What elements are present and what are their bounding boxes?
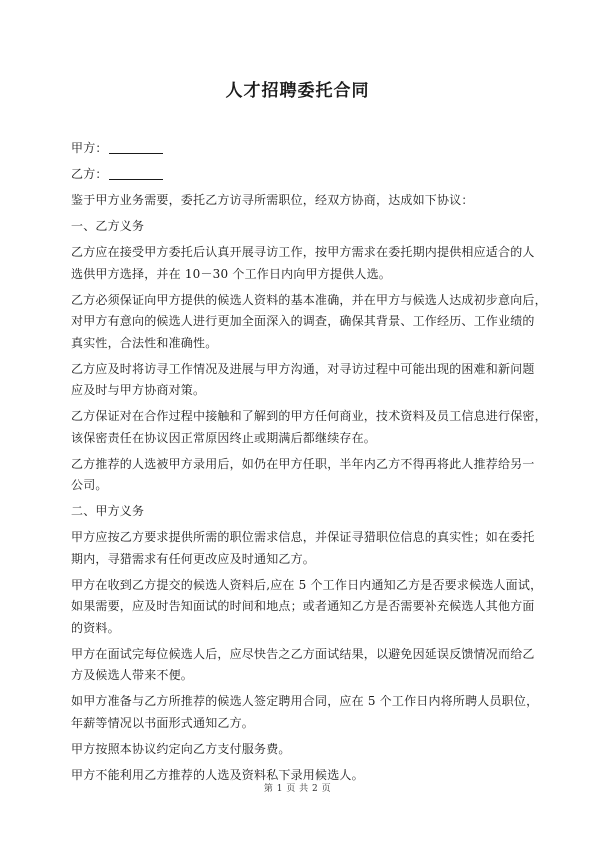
section2-heading: 二、甲方义务 xyxy=(71,504,145,518)
paragraph-line: 如甲方准备与乙方所推荐的候选人签定聘用合同，应在 5 个工作日内将所聘人员职位， xyxy=(71,694,539,708)
party-a-label: 甲方： xyxy=(71,141,108,155)
section1-paragraph xyxy=(71,454,541,497)
paragraph-line: 期内，寻猎需求有任何更改应及时通知乙方。 xyxy=(71,551,316,566)
paragraph-line: 对甲方有意向的候选人进行更加全面深入的调查，确保其背景、工作经历、工作业绩的 xyxy=(71,314,535,328)
section2-paragraph xyxy=(71,739,541,761)
paragraph-line: 应及时与甲方协商对策。 xyxy=(71,383,206,397)
paragraph-line: 甲方在收到乙方提交的候选人资料后,应在 5 个工作日内通知乙方是否要求候选人面试， xyxy=(71,577,543,592)
party-a-line xyxy=(71,138,541,160)
paragraph-line: 如果需要，应及时告知面试的时间和地点；或者通知乙方是否需要补充候选人其他方面 xyxy=(71,599,535,613)
section1-heading: 一、乙方义务 xyxy=(71,219,145,233)
section2-paragraph xyxy=(71,527,541,570)
paragraph-line: 方及候选人带来不便。 xyxy=(71,668,194,682)
paragraph-line: 乙方应在接受甲方委托后认真开展寻访工作，按甲方需求在委托期内提供相应适合的人 xyxy=(71,245,535,259)
paragraph-line: 真实性，合法性和准确性。 xyxy=(71,335,218,350)
paragraph-line: 甲方在面试完每位候选人后，应尽快告之乙方面试结果，以避免因延误反馈情况而给乙 xyxy=(71,646,535,661)
party-b-line xyxy=(71,164,541,186)
paragraph-line: 甲方按照本协议约定向乙方支付服务费。 xyxy=(71,741,291,756)
section2-paragraph xyxy=(71,644,541,687)
paragraph-line: 公司。 xyxy=(71,478,108,492)
paragraph-line: 选供甲方选择，并在 10－30 个工作日内向甲方提供人选。 xyxy=(71,266,391,281)
paragraph-line: 该保密责任在协议因正常原因终止或期满后都继续存在。 xyxy=(71,430,377,445)
paragraph-line: 乙方应及时将访寻工作情况及进展与甲方沟通，对寻访过程中可能出现的困难和新问题 xyxy=(71,361,535,376)
paragraph-line: 乙方推荐的人选被甲方录用后，如仍在甲方任职，半年内乙方不得再将此人推荐给另一 xyxy=(71,456,535,471)
section2-paragraph xyxy=(71,691,541,734)
paragraph-line: 乙方必须保证向甲方提供的候选人资料的基本准确，并在甲方与候选人达成初步意向后， xyxy=(71,292,547,307)
section1-list xyxy=(71,242,547,497)
party-b-label: 乙方： xyxy=(71,167,108,181)
paragraph-line: 甲方应按乙方要求提供所需的职位需求信息，并保证寻猎职位信息的真实性；如在委托 xyxy=(71,530,535,544)
section1-paragraph xyxy=(71,242,541,285)
section2-paragraph xyxy=(71,575,541,640)
section1-paragraph xyxy=(71,290,547,355)
paragraph-line: 乙方保证对在合作过程中接触和了解到的甲方任何商业，技术资料及员工信息进行保密， xyxy=(71,409,547,423)
section1-paragraph xyxy=(71,406,547,449)
page-number-footer: 第 1 页 共 2 页 xyxy=(263,784,332,794)
document-body xyxy=(71,138,547,791)
paragraph-line: 的资料。 xyxy=(71,620,120,635)
section1-paragraph xyxy=(71,359,541,402)
party-b-blank[interactable] xyxy=(109,167,163,180)
preamble: 鉴于甲方业务需要，委托乙方访寻所需职位，经双方协商，达成如下协议： xyxy=(71,193,474,207)
paragraph-line: 甲方不能利用乙方推荐的人选及资料私下录用候选人。 xyxy=(71,767,364,782)
party-a-blank[interactable] xyxy=(109,141,163,154)
paragraph-line: 年薪等情况以书面形式通知乙方。 xyxy=(71,715,255,730)
section2-list xyxy=(71,527,541,786)
document-title: 人才招聘委托合同 xyxy=(225,81,370,101)
